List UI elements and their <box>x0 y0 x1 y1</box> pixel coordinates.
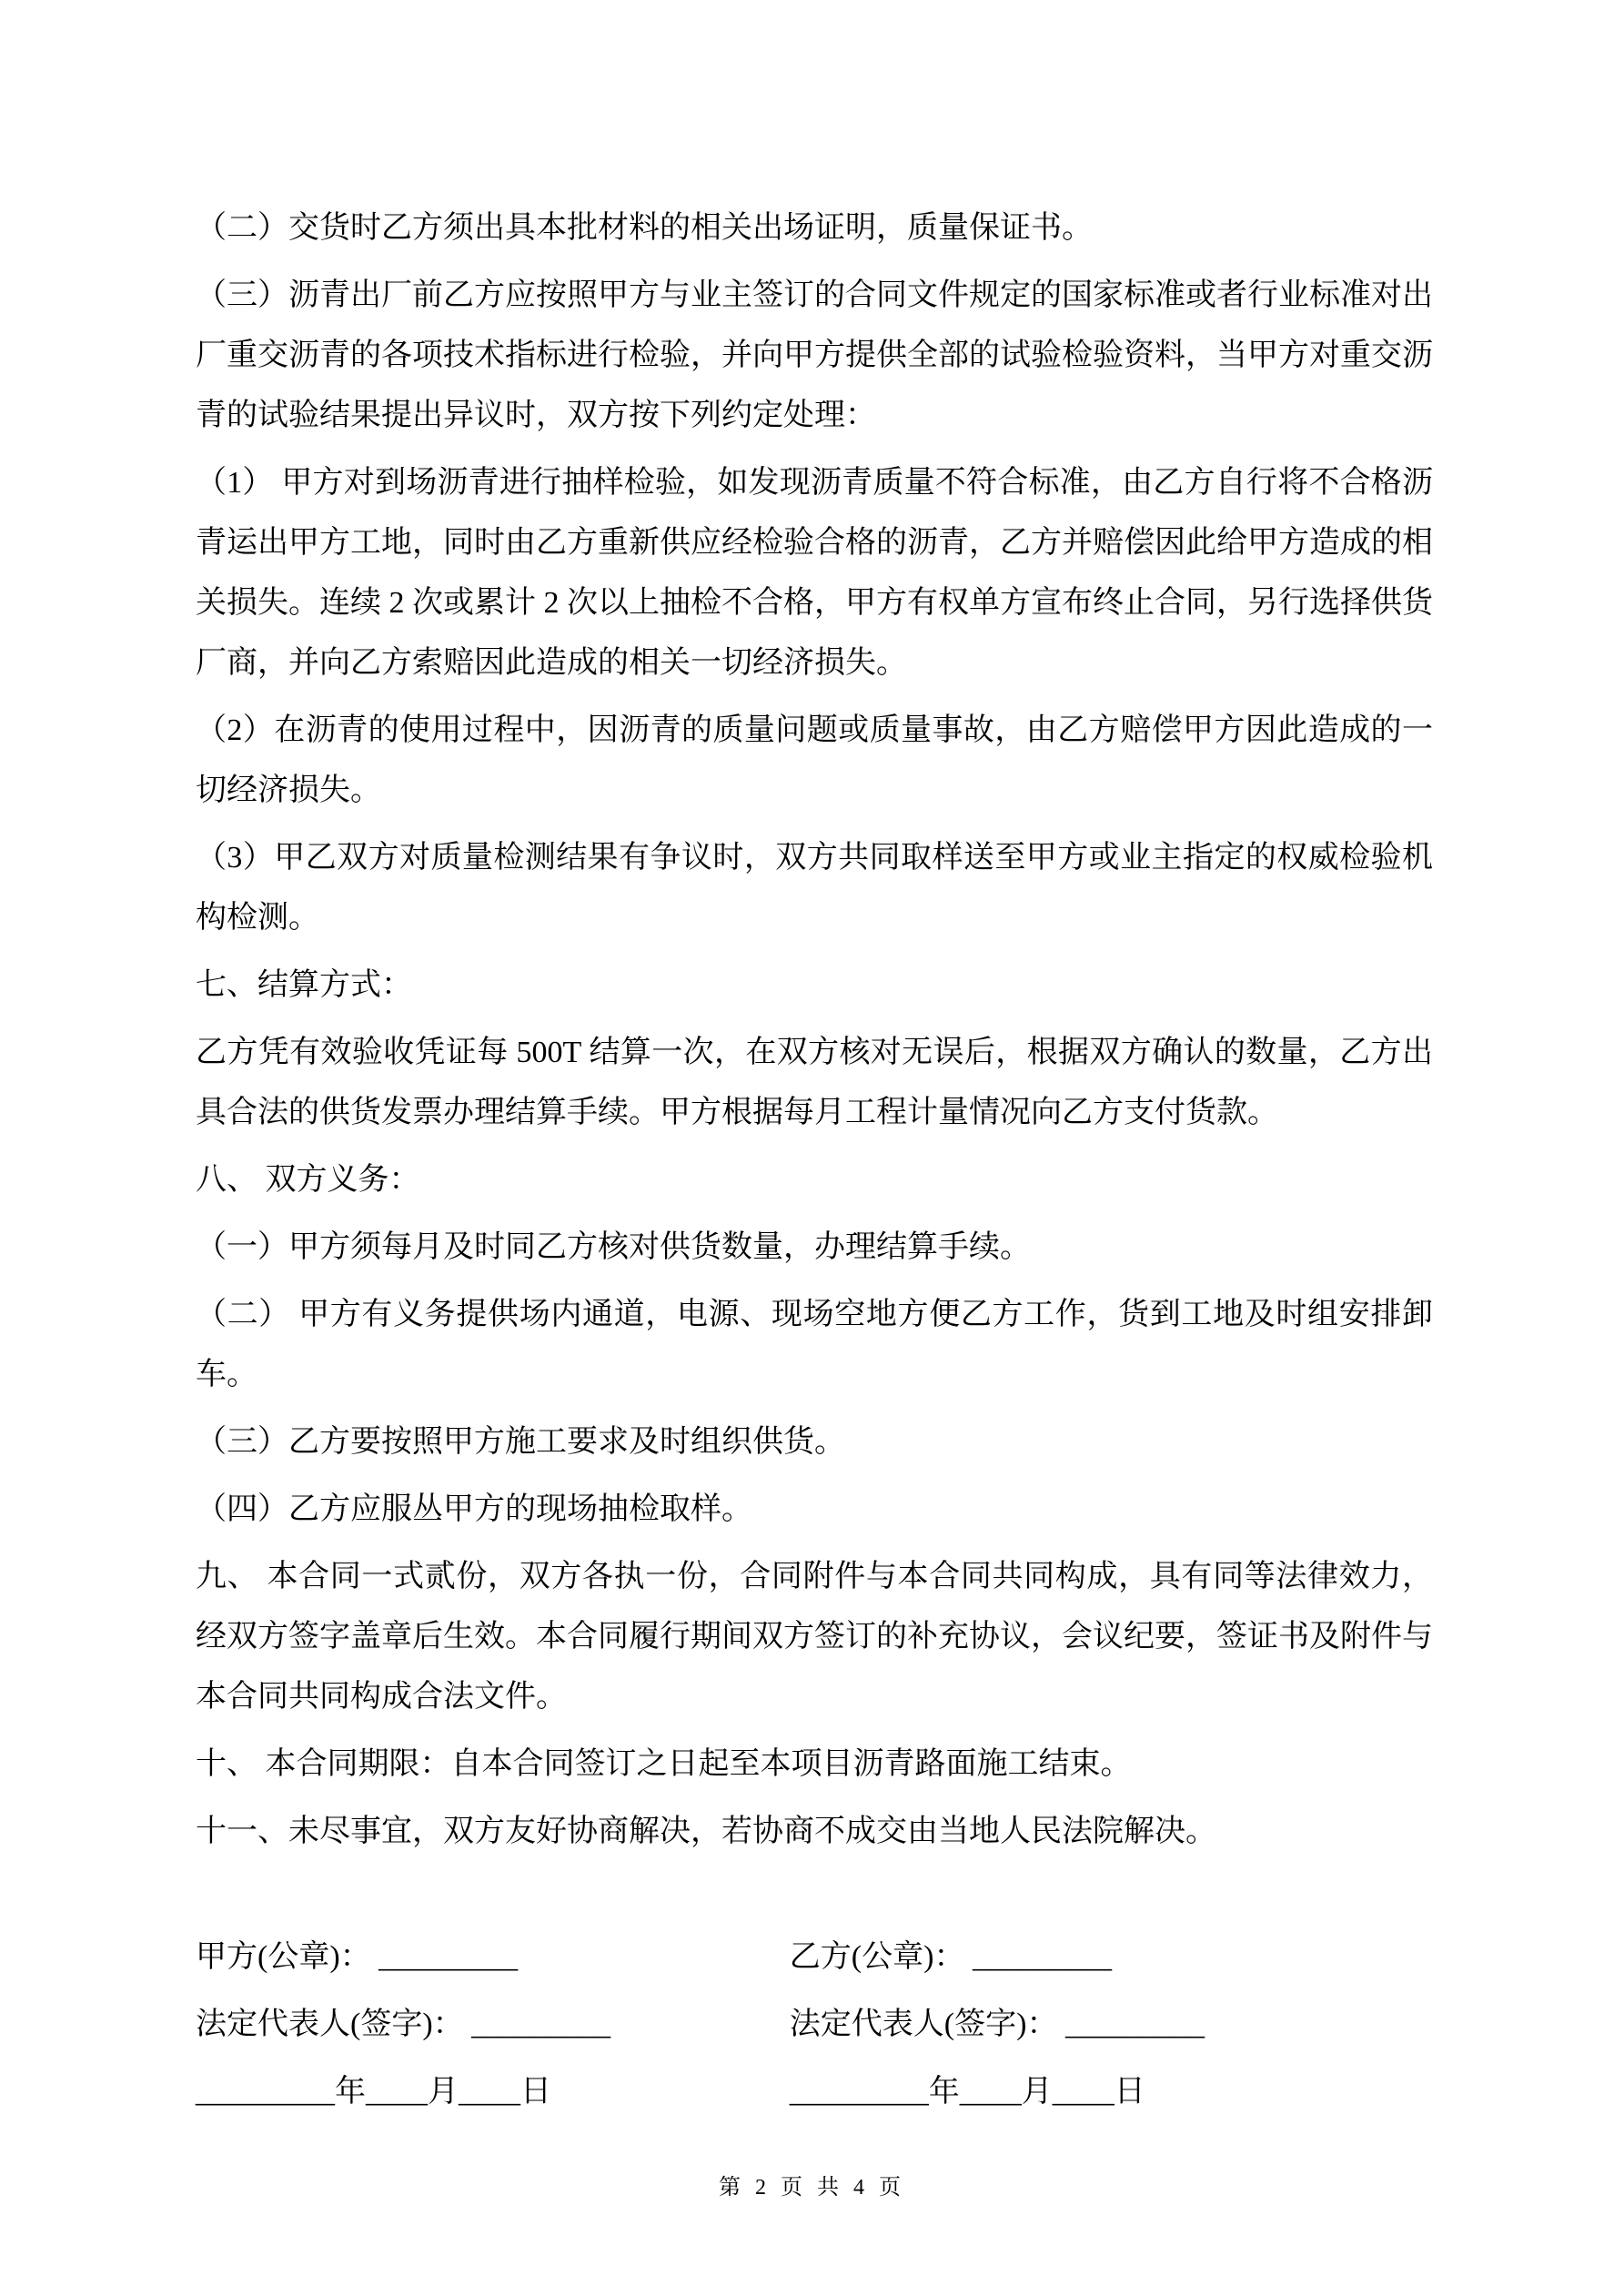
representative-line-row <box>196 1995 1433 2055</box>
clause-paragraph: （二） 甲方有义务提供场内通道，电源、现场空地方便乙方工作，货到工地及时组安排卸车。 <box>196 1298 1433 1391</box>
clause-heading: 七、结算方式： <box>196 968 412 1002</box>
clause-paragraph: 十一、未尽事宜，双方友好协商解决，若协商不成交由当地人民法院解决。 <box>196 1815 1216 1848</box>
clause-paragraph: （1） 甲方对到场沥青进行抽样检验，如发现沥青质量不符合标准，由乙方自行将不合格沥青运出甲方工地，同时由乙方重新供应经检验合格的沥青，乙方并赔偿因此给甲方造成的相关损失。连续 2 次或累计 2 次以上抽检不合格，甲方有权单方宣布终止合同，另行选择供货厂商，并向乙方索赔因此造成的相关一切经济损失。 <box>196 466 1433 680</box>
signature-block <box>196 1927 1433 2122</box>
clause-paragraph: 九、 本合同一式贰份，双方各执一份，合同附件与本合同共同构成，具有同等法律效力，经双方签字盖章后生效。本合同履行期间双方签订的补充协议，会议纪要，签证书及附件与本合同共同构成合法文件。 <box>196 1560 1433 1714</box>
clause-paragraph: （一）甲方须每月及时同乙方核对供货数量，办理结算手续。 <box>196 1230 1031 1264</box>
contract-body <box>196 198 1433 2129</box>
party-a-date-line: _________年____月____日 <box>196 2075 551 2109</box>
party-b-seal-line: 乙方(公章)： _________ <box>789 1940 1112 1974</box>
date-line-row <box>196 2062 1433 2122</box>
clause-paragraph: （二）交货时乙方须出具本批材料的相关出场证明，质量保证书。 <box>196 211 1093 245</box>
clause-paragraph: 乙方凭有效验收凭证每 500T 结算一次，在双方核对无误后，根据双方确认的数量，乙方出具合法的供货发票办理结算手续。甲方根据每月工程计量情况向乙方支付货款。 <box>196 1036 1433 1129</box>
party-b-representative-line: 法定代表人(签字)： _________ <box>789 2008 1205 2041</box>
party-b-date-line: _________年____月____日 <box>789 2075 1145 2109</box>
clause-paragraph: （3）甲乙双方对质量检测结果有争议时，双方共同取样送至甲方或业主指定的权威检验机构检测。 <box>196 841 1433 935</box>
clause-heading: 八、 双方义务： <box>196 1163 420 1197</box>
party-a-representative-line: 法定代表人(签字)： _________ <box>196 2008 611 2041</box>
clause-paragraph: 十、 本合同期限：自本合同签订之日起至本项目沥青路面施工结束。 <box>196 1747 1132 1781</box>
clause-paragraph: （四）乙方应服丛甲方的现场抽检取样。 <box>196 1492 752 1526</box>
page-number: 第 2 页 共 4 页 <box>719 2176 905 2200</box>
party-a-seal-line: 甲方(公章)： _________ <box>196 1940 519 1974</box>
clause-paragraph: （2）在沥青的使用过程中，因沥青的质量问题或质量事故，由乙方赔偿甲方因此造成的一切经济损失。 <box>196 713 1433 807</box>
clause-paragraph: （三）乙方要按照甲方施工要求及时组织供货。 <box>196 1425 845 1459</box>
clause-paragraph: （三）沥青出厂前乙方应按照甲方与业主签订的合同文件规定的国家标准或者行业标准对出厂重交沥青的各项技术指标进行检验，并向甲方提供全部的试验检验资料，当甲方对重交沥青的试验结果提出异议时，双方按下列约定处理： <box>196 278 1433 432</box>
seal-line-row <box>196 1927 1433 1988</box>
